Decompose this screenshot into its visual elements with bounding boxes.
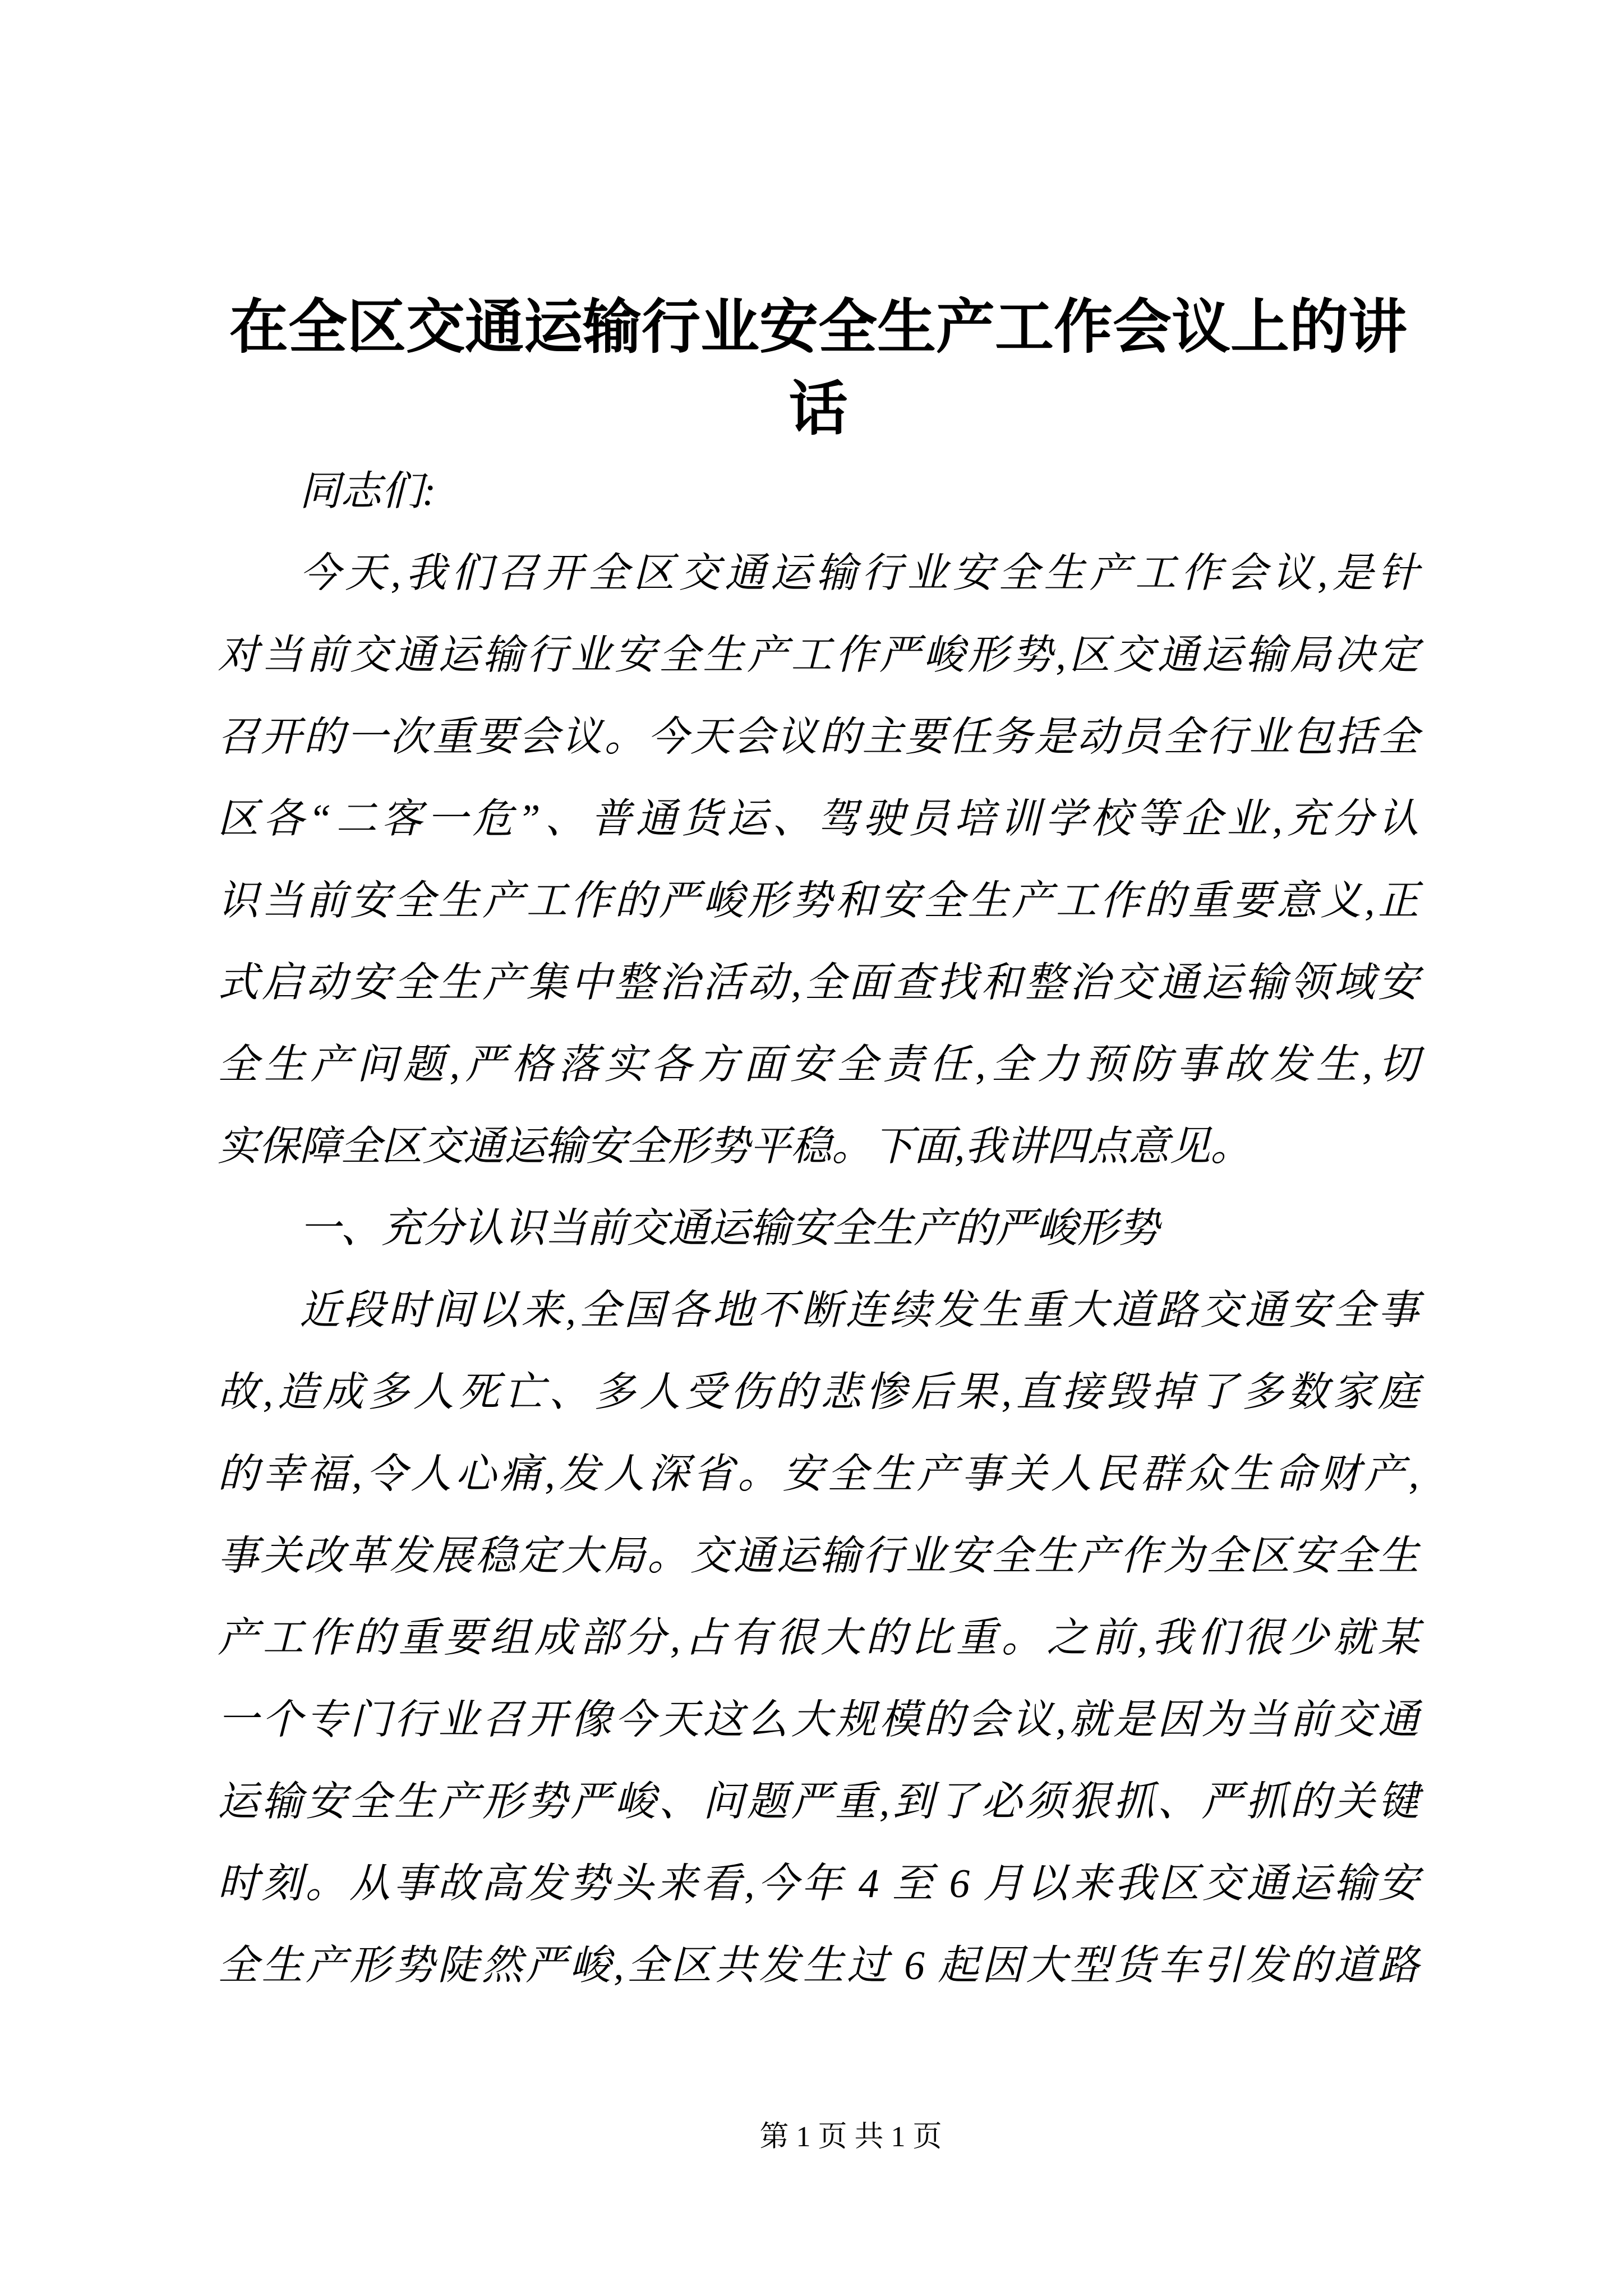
section-heading: 一、充分认识当前交通运输安全生产的严峻形势 bbox=[299, 1205, 1159, 1251]
paragraph-line: 近段时间以来,全国各地不断连续发生重大道路交通安全事 bbox=[299, 1287, 1419, 1333]
paragraph-line: 产工作的重要组成部分,占有很大的比重。之前,我们很少就某 bbox=[218, 1615, 1419, 1660]
paragraph-line: 召开的一次重要会议。今天会议的主要任务是动员全行业包括全 bbox=[218, 714, 1419, 760]
paragraph-line: 对当前交通运输行业安全生产工作严峻形势,区交通运输局决定 bbox=[218, 632, 1419, 678]
document-title-line: 在全区交通运输行业安全生产工作会议上的讲 bbox=[229, 295, 1407, 360]
paragraph-line: 故,造成多人死亡、多人受伤的悲惨后果,直接毁掉了多数家庭 bbox=[218, 1369, 1419, 1415]
paragraph-line: 今天,我们召开全区交通运输行业安全生产工作会议,是针 bbox=[299, 550, 1419, 596]
paragraph-line: 实保障全区交通运输安全形势平稳。下面,我讲四点意见。 bbox=[218, 1124, 1252, 1169]
paragraph-line: 区各“二客一危”、普通货运、驾驶员培训学校等企业,充分认 bbox=[218, 796, 1419, 841]
paragraph-line: 全生产问题,严格落实各方面安全责任,全力预防事故发生,切 bbox=[218, 1042, 1419, 1087]
paragraph-line: 一个专门行业召开像今天这么大规模的会议,就是因为当前交通 bbox=[218, 1697, 1419, 1742]
document-title-line: 话 bbox=[789, 376, 848, 442]
paragraph-line: 全生产形势陡然严峻,全区共发生过 6 起因大型货车引发的道路 bbox=[218, 1943, 1419, 1988]
paragraph-line: 事关改革发展稳定大局。交通运输行业安全生产作为全区安全生 bbox=[218, 1533, 1419, 1579]
page-number: 第 1 页 共 1 页 bbox=[759, 2121, 942, 2153]
document-text-flow bbox=[218, 287, 1419, 2007]
paragraph-line: 识当前安全生产工作的严峻形势和安全生产工作的重要意义,正 bbox=[218, 878, 1419, 923]
paragraph-line: 式启动安全生产集中整治活动,全面查找和整治交通运输领域安 bbox=[218, 960, 1419, 1005]
paragraph-line: 的幸福,令人心痛,发人深省。安全生产事关人民群众生命财产, bbox=[218, 1451, 1419, 1497]
paragraph-line: 同志们: bbox=[299, 468, 436, 514]
paragraph-line: 时刻。从事故高发势头来看,今年 4 至 6 月以来我区交通运输安 bbox=[218, 1861, 1419, 1906]
paragraph-line: 运输安全生产形势严峻、问题严重,到了必须狠抓、严抓的关键 bbox=[218, 1779, 1419, 1824]
